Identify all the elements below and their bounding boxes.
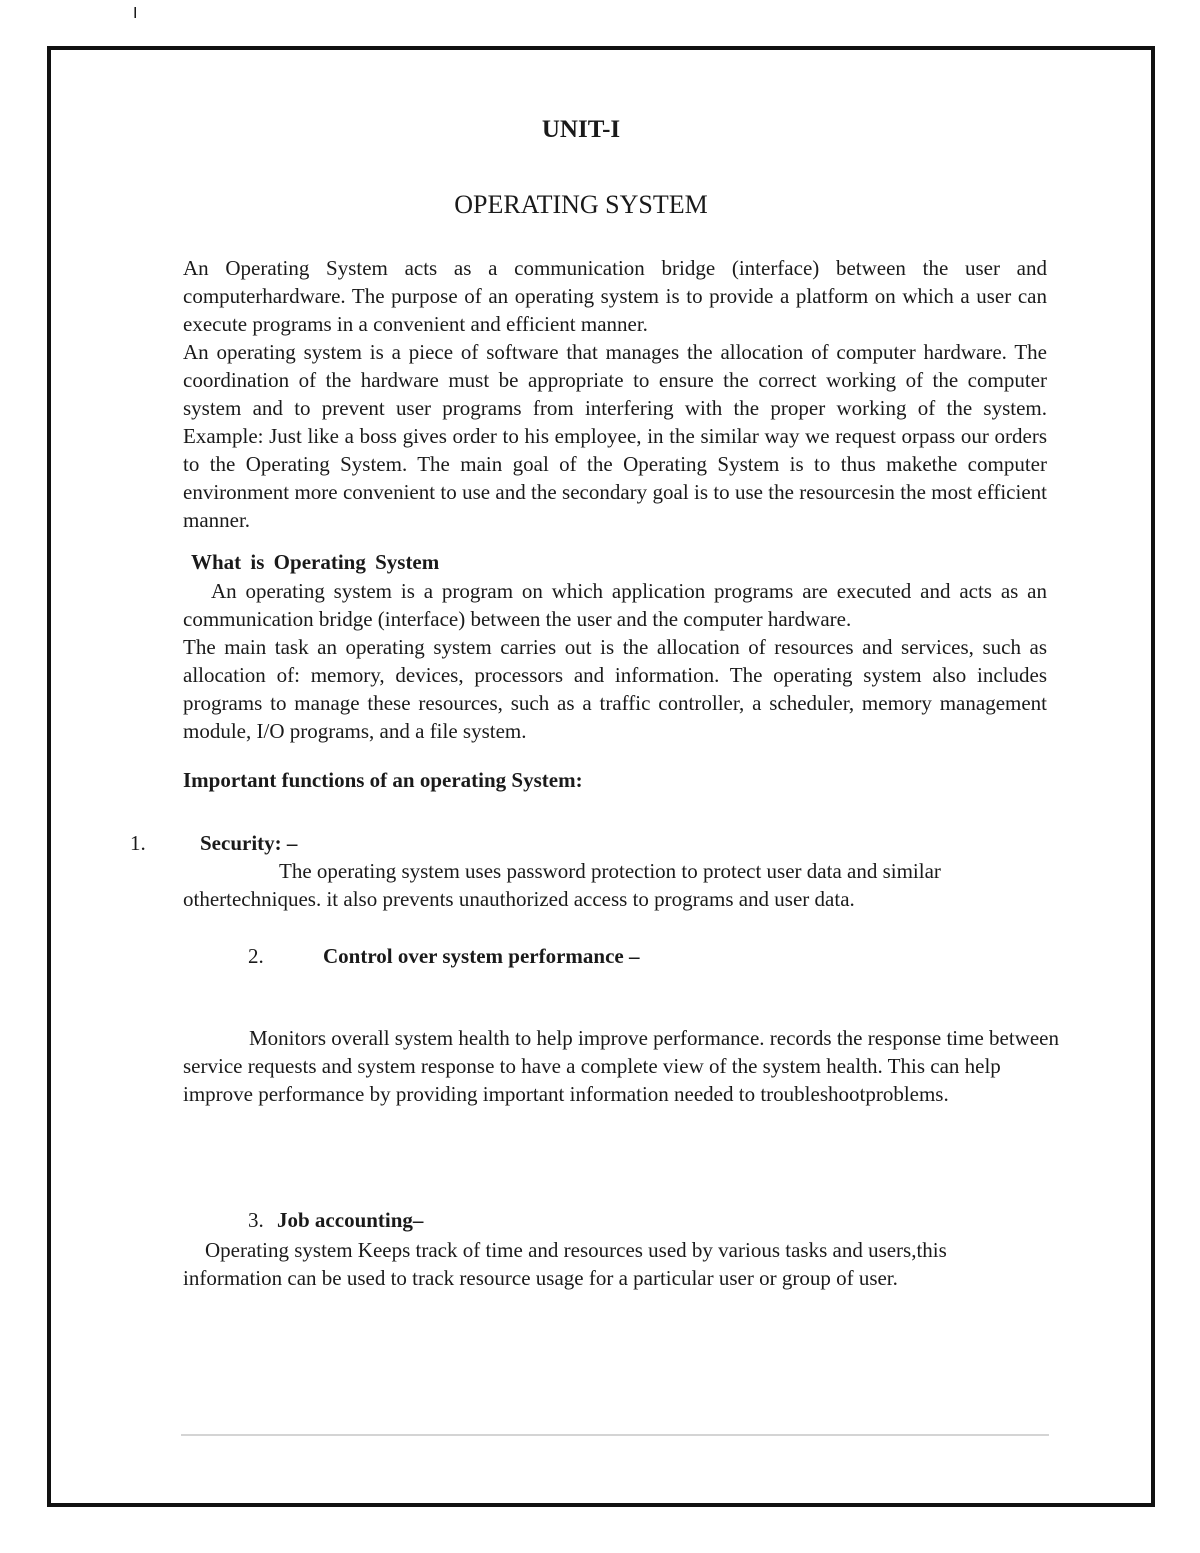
document-title: OPERATING SYSTEM — [454, 190, 708, 219]
what-is-paragraph-1: An operating system is a program on which application programs are executed and acts as an communication bridge (interface) between the user and the computer hardware. — [183, 579, 1047, 631]
what-is-heading: What is Operating System — [191, 550, 440, 574]
list-number-3: 3. — [248, 1208, 264, 1232]
page-corner-mark: I — [133, 5, 138, 22]
page-border — [47, 46, 1155, 1507]
intro-paragraph-2: An operating system is a piece of software that manages the allocation of computer hardware. The coordination of the hardware must be appropriate to ensure the correct working of the computer system and to prevent user programs from interfering with the proper working of the system. Example: Just like a boss gives order to his employee, in the similar way we request orpass our orders to the Operating System. The main goal of the Operating System is to thus makethe computer environment more convenient to use and the secondary goal is to use the resourcesin the most efficient manner. — [183, 340, 1047, 532]
job-accounting-paragraph: Operating system Keeps track of time and resources used by various tasks and users,this information can be used to track resource usage for a particular user or group of user. — [183, 1238, 947, 1290]
performance-heading: Control over system performance – — [323, 944, 640, 968]
security-heading: Security: – — [200, 831, 298, 855]
list-number-1: 1. — [130, 831, 146, 855]
job-accounting-heading: Job accounting– — [277, 1208, 424, 1232]
unit-title: UNIT-I — [541, 116, 621, 143]
footer-divider — [181, 1434, 1049, 1436]
functions-heading: Important functions of an operating System: — [183, 768, 583, 792]
list-number-2: 2. — [248, 944, 264, 968]
security-paragraph: The operating system uses password protection to protect user data and similar othertechniques. it also prevents unauthorized access to programs and user data. — [183, 859, 941, 911]
what-is-paragraph-2: The main task an operating system carries out is the allocation of resources and services, such as allocation of: memory, devices, processors and information. The operating system also includes programs to manage these resources, such as a traffic controller, a scheduler, memory management module, I/O programs, and a file system. — [183, 635, 1047, 743]
intro-paragraph-1: An Operating System acts as a communication bridge (interface) between the user and computerhardware. The purpose of an operating system is to provide a platform on which a user can execute programs in a convenient and efficient manner. — [183, 256, 1047, 336]
performance-paragraph: Monitors overall system health to help improve performance. records the response time between service requests and system response to have a complete view of the system health. This can help improve performance by providing important information needed to troubleshootproblems. — [183, 1026, 1059, 1106]
